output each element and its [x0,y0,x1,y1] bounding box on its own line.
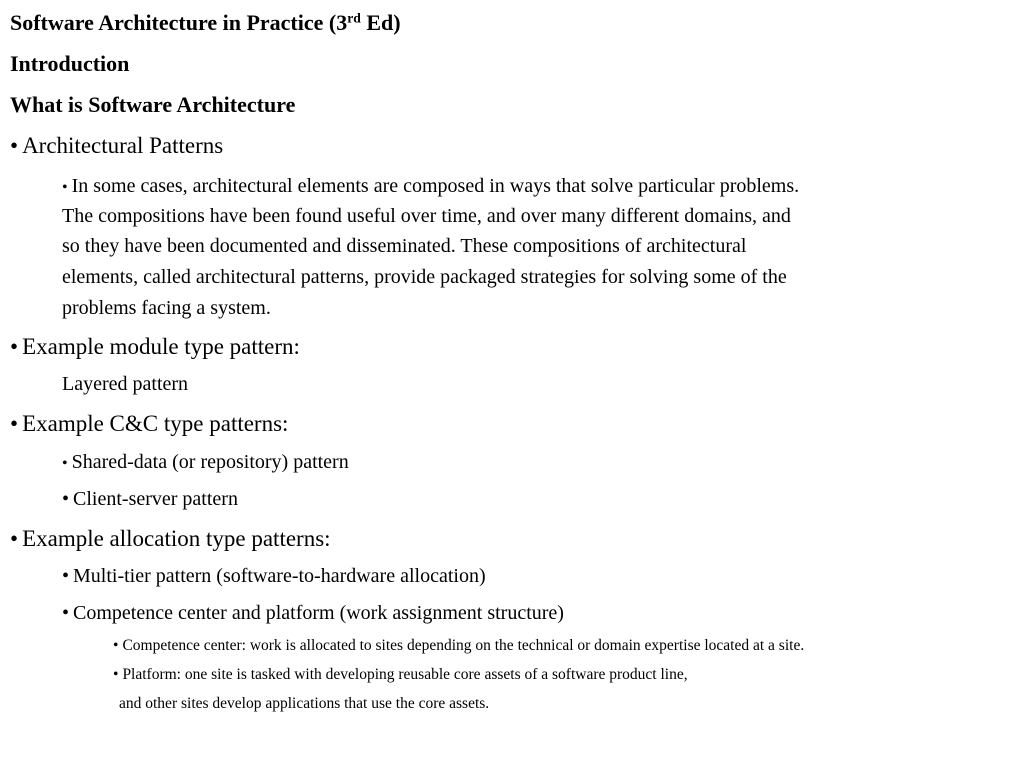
bullet-cc-type [10,411,288,437]
bullet-glyph: • [10,133,19,158]
bullet-allocation-type [10,526,331,552]
alloc-subitem-platform [113,666,688,684]
bullet-text: Architectural Patterns [22,133,224,158]
bullet-architectural-patterns [10,133,223,159]
slide-title [10,10,401,35]
bullet-glyph: • [113,666,119,683]
bullet-text: Example C&C type patterns: [22,411,289,436]
subtitle-introduction: Introduction [10,51,130,76]
subitem-text: Competence center: work is allocated to sites depending on the technical or domain expertise located at a site. [122,637,805,654]
bullet-glyph: • [10,334,19,359]
subitem-text: Platform: one site is tasked with developing reusable core assets of a software product line, [122,666,688,683]
item-text: Competence center and platform (work assignment structure) [73,602,564,624]
bullet-glyph: • [62,602,70,624]
alloc-subitem-competence-center [113,637,804,655]
paragraph-line-4: elements, called architectural patterns, provide packaged strategies for solving some of the [62,266,787,288]
item-text: Client-server pattern [73,488,238,510]
bullet-glyph: • [10,526,19,551]
paragraph-line-2: The compositions have been found useful over time, and over many different domains, and [62,205,791,227]
bullet-glyph: • [62,565,70,587]
bullet-text: Example allocation type patterns: [22,526,331,551]
bullet-glyph: • [10,411,19,436]
bullet-module-type [10,334,300,360]
title-superscript: rd [347,10,361,26]
title-text-post: Ed) [360,10,401,35]
paragraph-line-3: so they have been documented and disseminated. These compositions of architectural [62,235,747,257]
cc-item-client-server [62,488,238,511]
item-text: Shared-data (or repository) pattern [71,451,349,473]
alloc-item-multi-tier [62,565,486,588]
paragraph-text: In some cases, architectural elements are composed in ways that solve particular problems. [71,175,800,197]
bullet-glyph: • [62,488,70,510]
paragraph-line-1 [62,171,799,203]
paragraph-line-5: problems facing a system. [62,297,271,319]
bullet-glyph: • [62,455,68,472]
bullet-glyph: • [113,637,119,654]
subtitle-what-is: What is Software Architecture [10,92,296,117]
cc-item-shared-data [62,451,349,474]
bullet-text: Example module type pattern: [22,334,300,359]
alloc-item-competence-platform [62,602,564,625]
alloc-subitem-continuation: and other sites develop applications that use the core assets. [119,695,490,712]
module-item-layered: Layered pattern [62,373,189,395]
bullet-glyph: • [62,179,68,196]
item-text: Multi-tier pattern (software-to-hardware allocation) [73,565,486,587]
title-text-pre: Software Architecture in Practice (3 [10,10,348,35]
